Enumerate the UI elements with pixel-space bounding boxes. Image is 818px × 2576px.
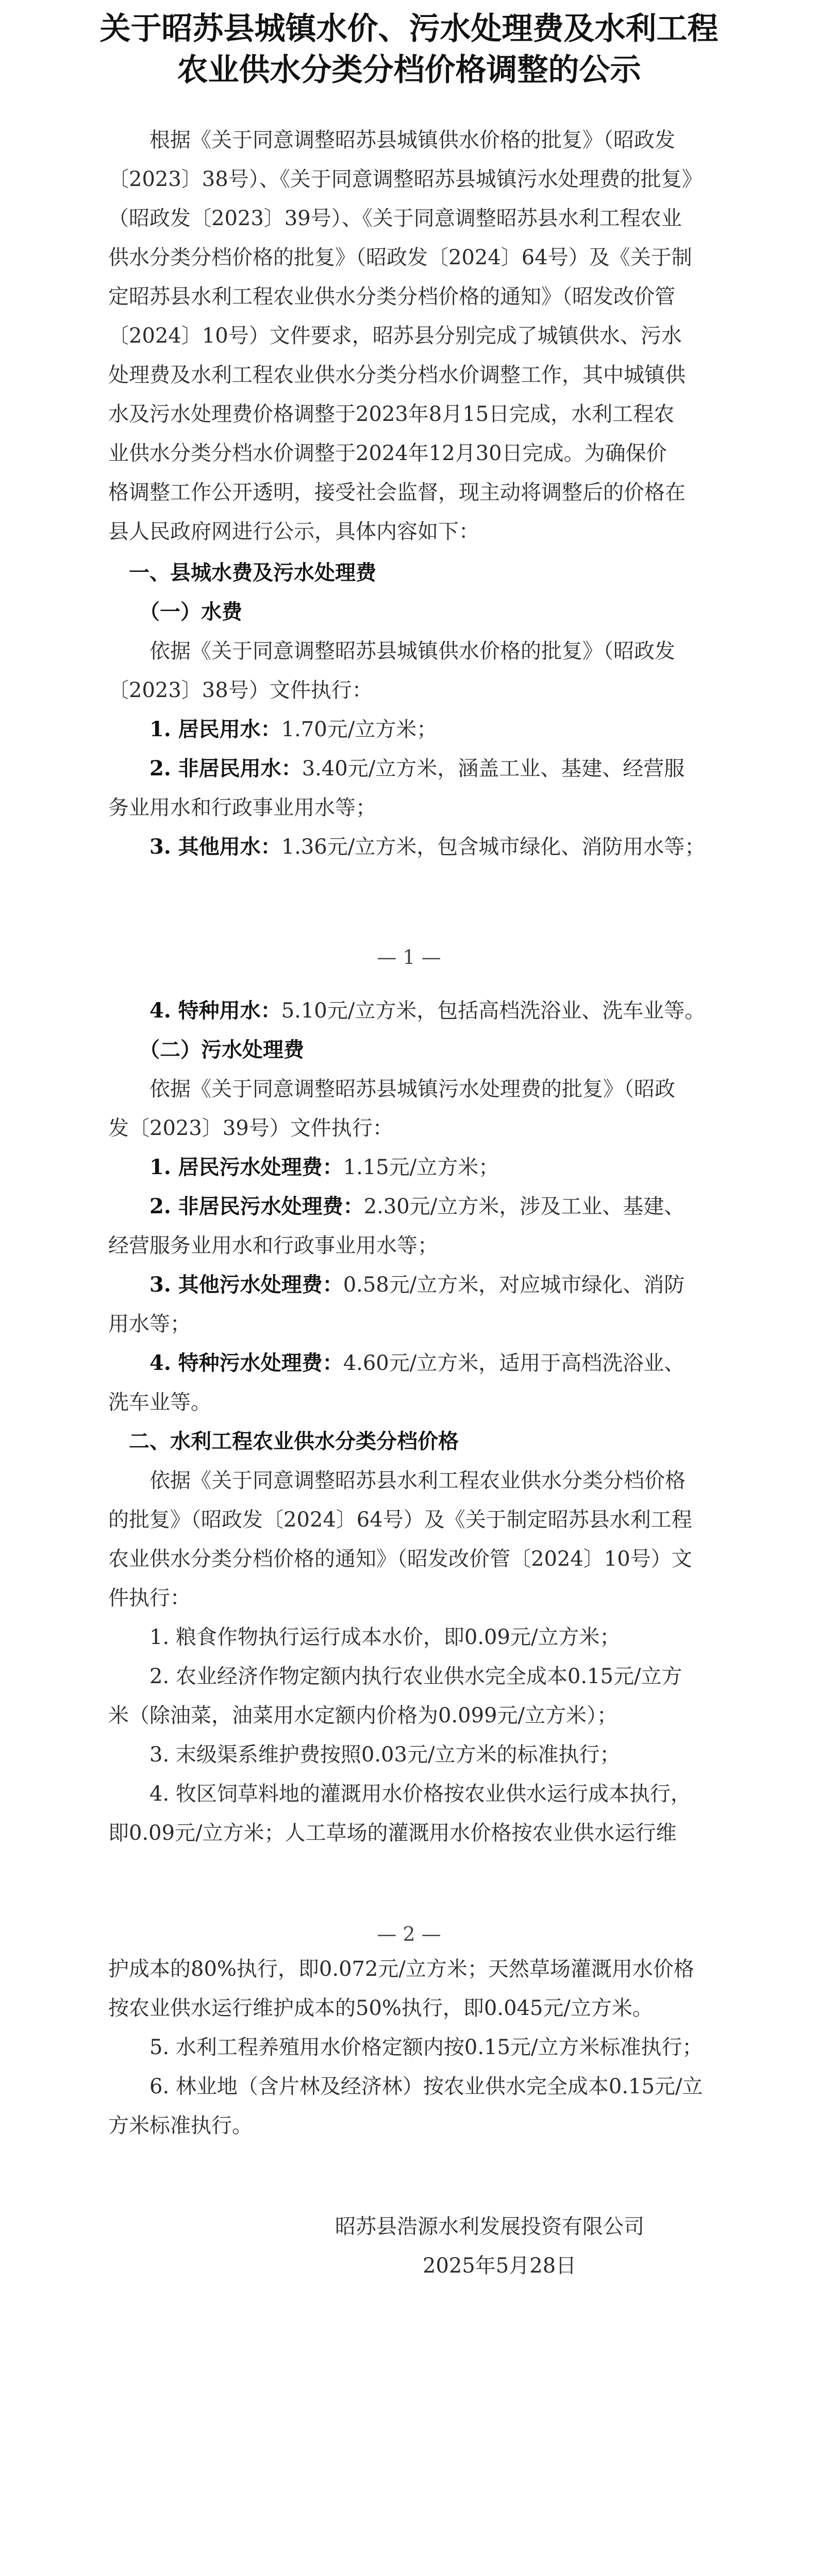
price-item: 2. 农业经济作物定额内执行农业供水完全成本0.15元/立方	[149, 1665, 682, 1688]
price-item: 1. 粮食作物执行运行成本水价，即0.09元/立方米；	[149, 1625, 621, 1649]
price-item: 4. 牧区饲草料地的灌溉用水价格按农业供水运行成本执行，	[149, 1782, 691, 1806]
price-item: 5. 水利工程养殖用水价格定额内按0.15元/立方米标准执行；	[149, 2036, 703, 2059]
subsection-heading: （二）污水处理费	[139, 1038, 304, 1062]
price-item	[149, 836, 705, 858]
item-label: 3. 其他污水处理费：	[149, 1273, 343, 1297]
item-text: 2.30元/立方米，涉及工业、基建、	[363, 1195, 685, 1218]
item-label: 1. 居民污水处理费：	[149, 1155, 343, 1179]
item-text: 0.58元/立方米，对应城市绿化、消防	[343, 1273, 685, 1297]
subsection-heading: （一）水费	[139, 600, 242, 624]
item-text: 3.40元/立方米，涵盖工业、基建、经营服	[302, 757, 685, 781]
item-label: 4. 特种用水：	[149, 998, 281, 1023]
item-label: 2. 非居民用水：	[149, 756, 302, 781]
price-item	[149, 1156, 499, 1179]
item-text: 5.10元/立方米，包括高档洗浴业、洗车业等。	[281, 999, 706, 1023]
page-number: — 2 —	[377, 1923, 441, 1945]
intro-line: 县人民政府网进行公示，具体内容如下：	[108, 520, 479, 544]
intro-line: 定昭苏县水利工程农业供水分类分档价格的通知》（昭发改价管	[108, 285, 675, 309]
intro-line: 业供水分类分档水价调整于2024年12月30日完成。为确保价	[108, 442, 667, 465]
item-continuation: 经营服务业用水和行政事业用水等；	[108, 1234, 438, 1258]
basis-line: 发〔2023〕39号）文件执行：	[108, 1116, 393, 1140]
price-item	[149, 1195, 685, 1218]
intro-line: 格调整工作公开透明，接受社会监督，现主动将调整后的价格在	[108, 481, 686, 504]
basis-line: 农业供水分类分档价格的通知》（昭发改价管〔2024〕10号）文	[108, 1547, 692, 1571]
price-item	[149, 999, 705, 1022]
item-continuation: 方米标准执行。	[108, 2114, 253, 2138]
intro-line: 水及污水处理费价格调整于2023年8月15日完成，水利工程农	[108, 402, 675, 426]
price-item: 6. 林业地（含片林及经济林）按农业供水完全成本0.15元/立	[149, 2075, 703, 2098]
item-label: 3. 其他用水：	[149, 835, 281, 859]
item-text: 1.15元/立方米；	[343, 1156, 499, 1179]
price-item	[149, 757, 685, 780]
basis-line: 〔2023〕38号）文件执行：	[108, 679, 373, 702]
basis-line: 件执行：	[108, 1586, 191, 1610]
item-continuation: 米（除油菜，油菜用水定额内价格为0.099元/立方米）；	[108, 1704, 617, 1727]
intro-line: 〔2023〕38号）、《关于同意调整昭苏县城镇污水处理费的批复》	[108, 167, 703, 191]
document-title-line-1: 关于昭苏县城镇水价、污水处理费及水利工程	[99, 11, 719, 47]
price-item: 3. 末级渠系维护费按照0.03元/立方米的标准执行；	[149, 1743, 621, 1767]
intro-line: 处理费及水利工程农业供水分类分档水价调整工作，其中城镇供	[108, 363, 686, 387]
item-label: 4. 特种污水处理费：	[149, 1351, 343, 1375]
item-continuation: 按农业供水运行维护成本的50%执行，即0.045元/立方米。	[108, 1996, 653, 2020]
price-item	[149, 1274, 685, 1296]
item-continuation: 即0.09元/立方米；人工草场的灌溉用水价格按农业供水运行维	[108, 1821, 677, 1845]
item-label: 2. 非居民污水处理费：	[149, 1194, 364, 1218]
item-text: 4.60元/立方米，适用于高档洗浴业、	[343, 1351, 685, 1375]
section-heading: 一、县城水费及污水处理费	[129, 561, 376, 585]
basis-line: 依据《关于同意调整昭苏县水利工程农业供水分类分档价格	[149, 1469, 686, 1493]
intro-line: （昭政发〔2023〕39号）、《关于同意调整昭苏县水利工程农业	[108, 207, 682, 230]
basis-line: 的批复》（昭政发〔2024〕64号）及《关于制定昭苏县水利工程	[108, 1508, 692, 1532]
basis-line: 依据《关于同意调整昭苏县城镇供水价格的批复》（昭政发	[149, 639, 675, 663]
intro-line: 〔2024〕10号）文件要求，昭苏县分别完成了城镇供水、污水	[108, 324, 682, 348]
intro-line: 供水分类分档价格的批复》（昭政发〔2024〕64号）及《关于制	[108, 246, 692, 269]
item-text: 1.36元/立方米，包含城市绿化、消防用水等；	[281, 835, 706, 859]
item-text: 1.70元/立方米；	[281, 718, 438, 741]
item-continuation: 洗车业等。	[108, 1391, 211, 1414]
item-continuation: 务业用水和行政事业用水等；	[108, 796, 376, 820]
basis-line: 依据《关于同意调整昭苏县城镇污水处理费的批复》（昭政	[149, 1077, 675, 1101]
item-label: 1. 居民用水：	[149, 717, 281, 741]
page-number: — 1 —	[377, 946, 441, 969]
intro-line: 根据《关于同意调整昭苏县城镇供水价格的批复》（昭政发	[149, 128, 675, 152]
item-continuation: 用水等；	[108, 1312, 191, 1336]
signature-date: 2025年5月28日	[423, 2254, 577, 2278]
document-title-line-2: 农业供水分类分档价格调整的公示	[177, 52, 641, 88]
signature-org: 昭苏县浩源水利发展投资有限公司	[335, 2215, 644, 2239]
price-item	[149, 718, 437, 741]
item-continuation: 护成本的80%执行，即0.072元/立方米；天然草场灌溉用水价格	[108, 1957, 694, 1981]
price-item	[149, 1352, 685, 1375]
section-heading: 二、水利工程农业供水分类分档价格	[129, 1429, 459, 1453]
